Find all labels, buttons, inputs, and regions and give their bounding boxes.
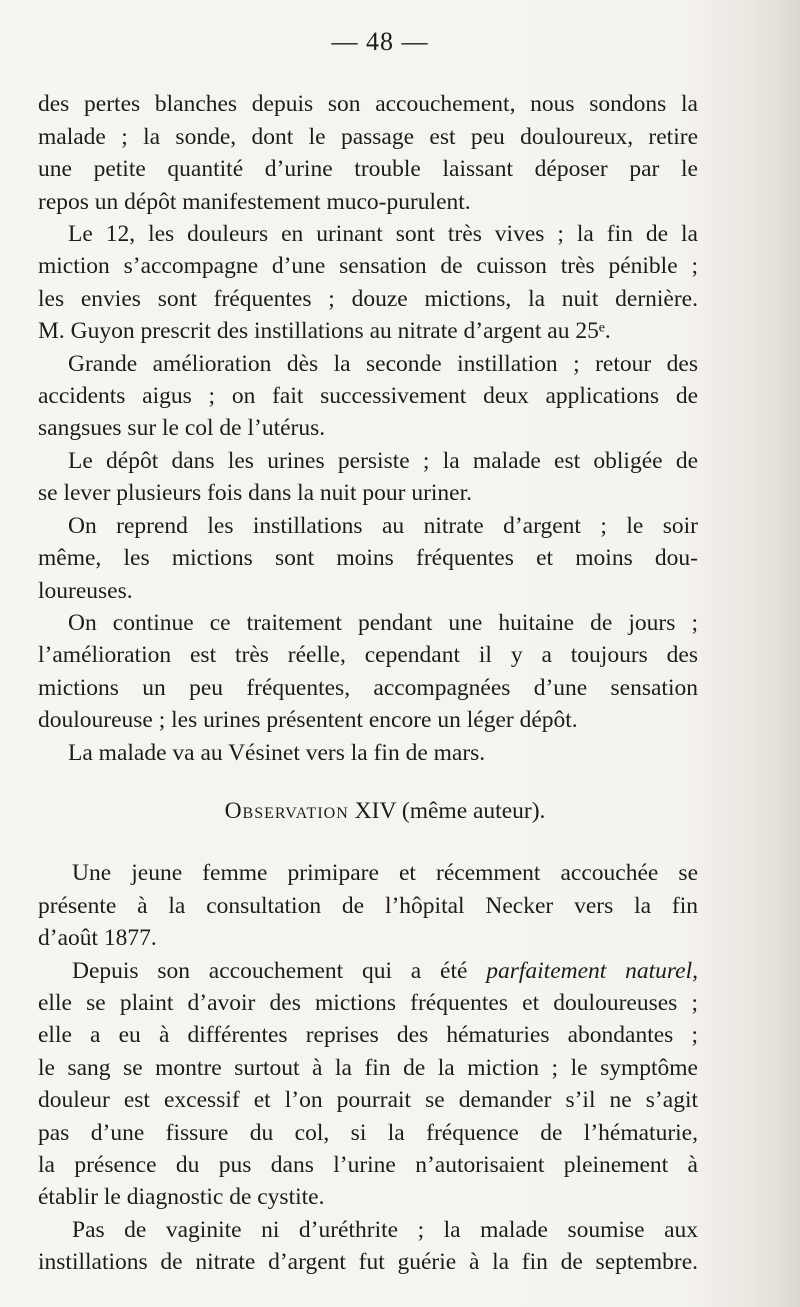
observation-xiv [38, 857, 698, 1278]
paragraph [38, 510, 698, 607]
observation-continued [38, 88, 698, 769]
text-line: la présence du pus dans l’urine n’autorisaient pleinement à [38, 1152, 698, 1178]
text-line: repos un dépôt manifestement muco-purulent. [38, 188, 471, 215]
paragraph [38, 737, 698, 769]
text-line: les envies sont fréquentes ; douze mictions, la nuit dernière. [38, 285, 698, 312]
paragraph [38, 445, 698, 510]
heading-label: Observation [224, 797, 349, 824]
text-line: établir le diagnostic de cystite. [38, 1184, 325, 1211]
text-line: présente à la consultation de l’hôpital Necker vers la fin [38, 892, 698, 919]
text-line: instillations de nitrate d’argent fut guérie à la fin de septembre. [38, 1249, 698, 1276]
text-line: Le 12, les douleurs en urinant sont très vives ; la fin de la [68, 221, 698, 248]
paragraph [38, 218, 698, 348]
paragraph [38, 955, 698, 1214]
text-line [38, 955, 698, 987]
text-line: On continue ce traitement pendant une huitaine de jours ; [68, 609, 698, 636]
paragraph [38, 88, 698, 218]
text-line: Pas de vaginite ni d’uréthrite ; la malade soumise aux [72, 1216, 698, 1243]
italic-text: parfaitement naturel, [486, 957, 698, 984]
text-run: Depuis son accouchement qui a été [72, 957, 487, 984]
text-line: La malade va au Vésinet vers la fin de mars. [68, 739, 486, 766]
paragraph [38, 1214, 698, 1279]
text-line: malade ; la sonde, dont le passage est peu douloureux, retire [38, 123, 698, 150]
text-line: loureuses. [38, 577, 133, 604]
text-line: des pertes blanches depuis son accouchement, nous sondons la [38, 91, 698, 118]
text-line: d’août 1877. [38, 925, 157, 952]
text-line: miction s’accompagne d’une sensation de cuisson très pénible ; [38, 253, 698, 280]
paragraph [38, 857, 698, 954]
text-line: Une jeune femme primipare et récemment accouchée se [72, 860, 698, 887]
text-line: elle se plaint d’avoir des mictions fréquentes et douloureuses ; [38, 989, 698, 1016]
page-text [38, 26, 698, 1279]
text-line: sangsues sur le col de l’utérus. [38, 415, 326, 442]
page-number: — 48 — [331, 27, 429, 56]
text-line: accidents aigus ; on fait successivement deux applications de [38, 383, 698, 410]
text-line: M. Guyon prescrit des instillations au nitrate d’argent au 25ᵉ. [38, 318, 611, 345]
text-line: une petite quantité d’urine trouble laissant déposer par le [38, 156, 698, 183]
text-line: douleur est excessif et l’on pourrait se demander s’il ne s’agit [38, 1087, 698, 1114]
paragraph [38, 607, 698, 737]
text-line: se lever plusieurs fois dans la nuit pour uriner. [38, 480, 473, 507]
heading-rest: XIV (même auteur). [348, 797, 546, 824]
text-line: pas d’une fissure du col, si la fréquence de l’hématurie, [38, 1119, 698, 1146]
text-line: On reprend les instillations au nitrate d’argent ; le soir [68, 512, 698, 539]
text-line: même, les mictions sont moins fréquentes et moins dou- [38, 545, 698, 572]
text-line: Le dépôt dans les urines persiste ; la malade est obligée de [68, 447, 698, 474]
text-line: l’amélioration est très réelle, cependant il y a toujours des [38, 642, 698, 669]
text-line: Grande amélioration dès la seconde instillation ; retour des [68, 350, 698, 377]
paragraph [38, 348, 698, 445]
text-line: mictions un peu fréquentes, accompagnées d’une sensation [38, 674, 698, 701]
text-line: le sang se montre surtout à la fin de la miction ; le symptôme [38, 1054, 698, 1081]
observation-heading [38, 795, 698, 827]
text-line: elle a eu à différentes reprises des hématuries abondantes ; [38, 1022, 698, 1049]
text-line: douloureuse ; les urines présentent encore un léger dépôt. [38, 707, 578, 734]
